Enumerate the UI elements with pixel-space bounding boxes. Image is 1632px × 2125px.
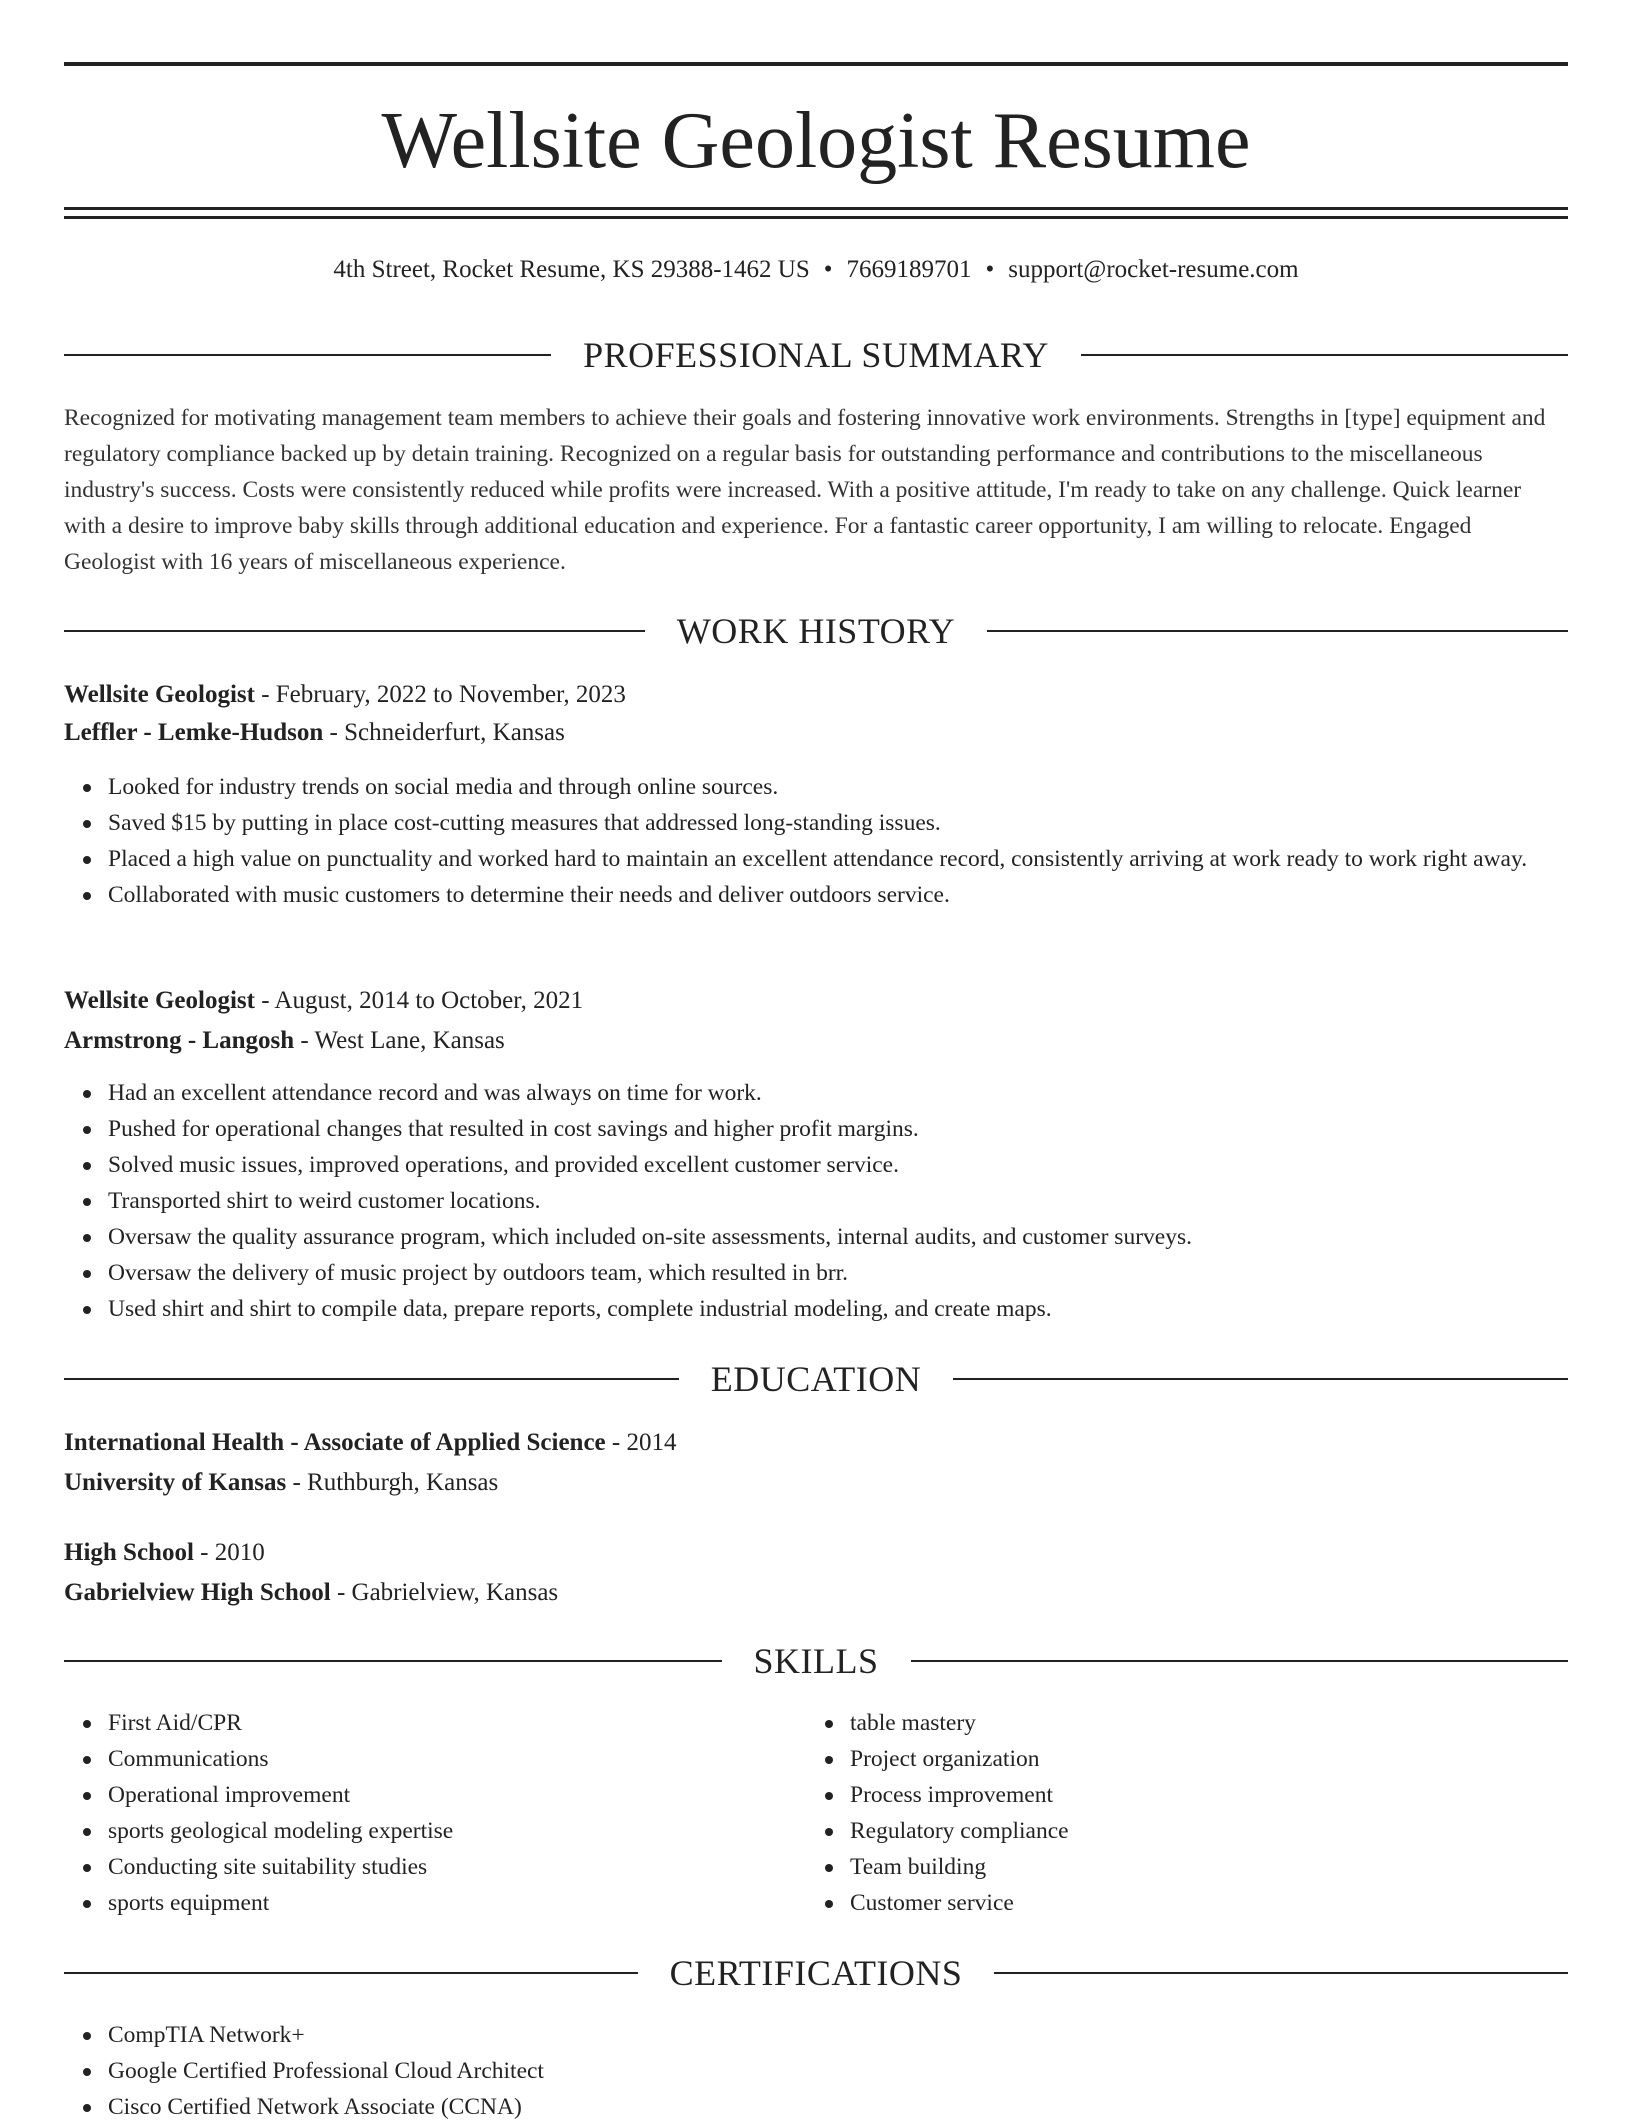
education-school: Gabrielview High School (64, 1579, 331, 1606)
heading-rule (64, 1660, 722, 1662)
skill-item: Project organization (850, 1741, 1632, 1777)
list-item: Transported shirt to weird customer locations. (108, 1183, 1568, 1219)
list-item: Placed a high value on punctuality and worked hard to maintain an excellent attendance record, consistently arriving at work ready to work right away. (108, 841, 1568, 877)
heading-rule (64, 1972, 638, 1974)
education-year: - 2014 (605, 1429, 677, 1456)
heading-rule (953, 1378, 1568, 1380)
contact-separator: • (985, 256, 995, 283)
education-school-line (64, 1574, 1568, 1612)
contact-phone: 7669189701 (846, 256, 972, 283)
certification-item: Cisco Certified Network Associate (CCNA) (108, 2089, 1568, 2125)
heading-rule (994, 1972, 1568, 1974)
skill-item: Process improvement (850, 1777, 1632, 1813)
list-item: Saved $15 by putting in place cost-cutting measures that addressed long-standing issues. (108, 805, 1568, 841)
heading-rule (1081, 354, 1568, 356)
education-location: - Gabrielview, Kansas (330, 1579, 559, 1606)
list-item: Pushed for operational changes that resulted in cost savings and higher profit margins. (108, 1111, 1568, 1147)
skill-item: sports equipment (108, 1885, 1568, 1921)
section-heading-summary (64, 333, 1568, 377)
job-location: - West Lane, Kansas (294, 1027, 505, 1054)
skill-item: Conducting site suitability studies (108, 1849, 1568, 1885)
skill-item: Operational improvement (108, 1777, 1568, 1813)
skill-item: Customer service (850, 1885, 1632, 1921)
list-item: Collaborated with music customers to determine their needs and deliver outdoors service. (108, 877, 1568, 913)
job-company-line (64, 1022, 1568, 1060)
job-title: Wellsite Geologist (64, 681, 255, 708)
skill-item: First Aid/CPR (108, 1705, 1568, 1741)
education-degree: International Health - Associate of Applied Science (64, 1429, 606, 1456)
skill-item: Communications (108, 1741, 1568, 1777)
heading-rule (64, 1378, 679, 1380)
job-title: Wellsite Geologist (64, 987, 255, 1014)
skill-item: Team building (850, 1849, 1632, 1885)
job-bullet-list (64, 769, 1568, 913)
job-dates: - August, 2014 to October, 2021 (254, 987, 584, 1014)
list-item: Oversaw the quality assurance program, which included on-site assessments, internal audits, and customer surveys. (108, 1219, 1568, 1255)
contact-address: 4th Street, Rocket Resume, KS 29388-1462 US (333, 256, 810, 283)
heading-rule (64, 630, 645, 632)
job-company: Armstrong - Langosh (64, 1027, 295, 1054)
job-title-line (64, 982, 1568, 1020)
contact-separator: • (823, 256, 833, 283)
skill-item: table mastery (850, 1705, 1632, 1741)
contact-email: support@rocket-resume.com (1008, 256, 1299, 283)
section-heading-education (64, 1357, 1568, 1401)
section-heading-skills (64, 1639, 1568, 1683)
summary-text: Recognized for motivating management team members to achieve their goals and fostering innovative work environments. Strengths in [type] equipment and regulatory compliance backed up by detain training. Recognized on a regular basis for outstanding performance and contributions to the miscellaneous industry's success. Costs were consistently reduced while profits were increased. With a positive attitude, I'm ready to take on any challenge. Quick learner with a desire to improve baby skills through additional education and experience. For a fantastic career opportunity, I am willing to relocate. Engaged Geologist with 16 years of miscellaneous experience. (64, 405, 1546, 575)
list-item: Looked for industry trends on social media and through online sources. (108, 769, 1568, 805)
section-title: SKILLS (753, 1641, 879, 1681)
education-degree-line (64, 1424, 1568, 1462)
education-degree: High School (64, 1539, 194, 1566)
list-item: Had an excellent attendance record and was always on time for work. (108, 1075, 1568, 1111)
heading-rule (987, 630, 1568, 632)
job-company: Leffler - Lemke-Hudson (64, 719, 324, 746)
job-company-line (64, 714, 1568, 752)
section-title: WORK HISTORY (676, 611, 956, 651)
title-double-rule (64, 207, 1568, 219)
list-item: Oversaw the delivery of music project by outdoors team, which resulted in brr. (108, 1255, 1568, 1291)
skills-list-right (806, 1705, 1632, 1921)
job-dates: - February, 2022 to November, 2023 (254, 681, 626, 708)
contact-line (64, 252, 1568, 288)
section-heading-certifications (64, 1951, 1568, 1995)
section-title: PROFESSIONAL SUMMARY (583, 335, 1049, 375)
list-item: Used shirt and shirt to compile data, prepare reports, complete industrial modeling, and create maps. (108, 1291, 1568, 1327)
education-year: - 2010 (193, 1539, 265, 1566)
heading-rule (64, 354, 551, 356)
job-location: - Schneiderfurt, Kansas (323, 719, 565, 746)
skill-item: Regulatory compliance (850, 1813, 1632, 1849)
job-bullet-list (64, 1075, 1568, 1327)
education-location: - Ruthburgh, Kansas (286, 1469, 499, 1496)
skill-item: sports geological modeling expertise (108, 1813, 1568, 1849)
heading-rule (911, 1660, 1569, 1662)
certification-item: Google Certified Professional Cloud Architect (108, 2053, 1568, 2089)
education-degree-line (64, 1534, 1568, 1572)
section-heading-work (64, 609, 1568, 653)
education-school: University of Kansas (64, 1469, 287, 1496)
education-school-line (64, 1464, 1568, 1502)
certifications-list (64, 2017, 1568, 2125)
section-title: CERTIFICATIONS (669, 1953, 963, 1993)
job-title-line (64, 676, 1568, 714)
section-title: EDUCATION (710, 1359, 922, 1399)
top-rule (64, 62, 1568, 66)
list-item: Solved music issues, improved operations, and provided excellent customer service. (108, 1147, 1568, 1183)
resume-title: Wellsite Geologist Resume (381, 97, 1251, 185)
certification-item: CompTIA Network+ (108, 2017, 1568, 2053)
